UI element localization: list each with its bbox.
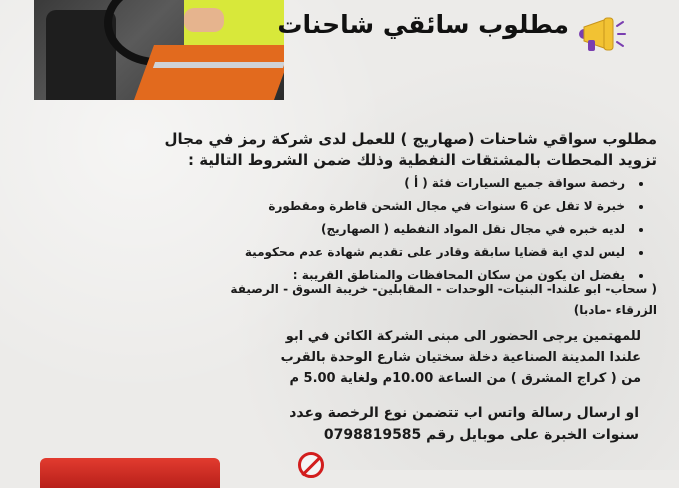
contact-instructions: [259, 402, 639, 446]
intro-line: تزويد المحطات بالمشتقات النفطية وذلك ضمن الشروط التالية :: [187, 151, 657, 169]
contact-line: او ارسال رسالة واتس اب تتضمن نوع الرخصة وعدد: [289, 405, 639, 421]
contact-line: [259, 424, 639, 446]
visit-line: من ( كراج المشرق ) من الساعة 10.00م ولغاية 5.00 م: [289, 371, 641, 386]
areas-line: الزرقاء -مادبا): [573, 303, 657, 317]
requirement-item: • رخصة سواقة جميع السيارات فئة ( أ ): [69, 172, 629, 195]
contact-line-text: سنوات الخبرة على موبايل رقم: [426, 427, 639, 443]
visit-line: علندا المدينة الصناعية دخلة سختيان شارع الوحدة بالقرب: [280, 350, 641, 365]
driver-photo: [34, 0, 284, 100]
requirement-item: • يفضل ان يكون من سكان المحافظات والمناطق القريبة :: [69, 264, 629, 287]
requirement-item: • لديه خبره في مجال نقل المواد النفطيه ( الصهاريج): [69, 218, 629, 241]
preferred-areas: [97, 279, 657, 321]
requirement-item: • خبرة لا تقل عن 6 سنوات في مجال الشحن قاطرة ومقطورة: [69, 195, 629, 218]
requirements-list: [69, 172, 655, 287]
no-phone-icon: [298, 452, 324, 478]
requirement-item: • ليس لدي اية قضايا سابقة وقادر على تقديم شهادة عدم محكومية: [69, 241, 629, 264]
phone-number[interactable]: 0798819585: [323, 427, 422, 443]
visit-instructions: [261, 326, 641, 389]
visit-line: للمهتمين يرجى الحضور الى مبنى الشركة الكائن في ابو: [285, 329, 641, 344]
areas-line: ( سحاب- ابو علندا- البنيات- الوحدات - المقابلين- خريبة السوق - الرصيفة: [230, 282, 657, 296]
job-intro: [37, 129, 657, 171]
intro-line: مطلوب سواقي شاحنات (صهاريج ) للعمل لدى شركة رمز في مجال: [164, 130, 657, 148]
truck-graphic: [40, 458, 220, 488]
megaphone-icon: [578, 14, 626, 54]
page-title: مطلوب سائقي شاحنات: [277, 10, 569, 39]
